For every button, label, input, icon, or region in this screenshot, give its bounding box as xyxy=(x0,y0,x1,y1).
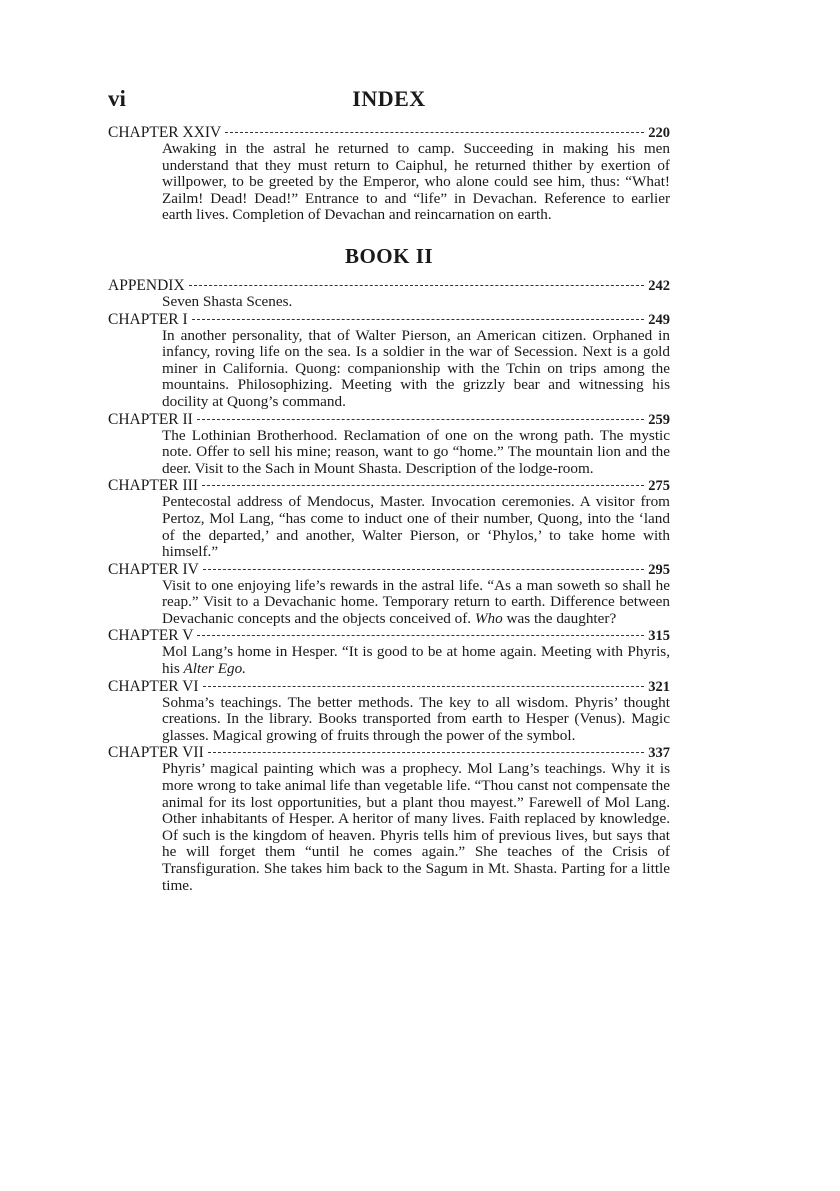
chapter-summary: Sohma’s teachings. The better methods. The key to all wisdom. Phyris’ thought creations. In the library. Books transported from earth to Hesper (Venus). Magic glasses. Magical growing of fruits through the power of the symbol. xyxy=(162,693,670,744)
chapter-summary: The Lothinian Brotherhood. Reclamation of one on the wrong path. The mystic note. Offer to sell his mine; reason, want to go “home.” The mountain lion and the deer. Visit to the Sach in Mount Shasta. Description of the lodge-room. xyxy=(162,426,670,477)
chapter-label: CHAPTER I xyxy=(108,310,188,328)
chapter-page-number: 315 xyxy=(648,628,670,645)
index-entry xyxy=(108,311,670,411)
chapter-summary xyxy=(162,578,670,628)
summary-italic-text: Alter Ego. xyxy=(183,660,246,678)
entry-heading xyxy=(108,277,670,294)
entry-heading xyxy=(108,744,670,761)
page-header xyxy=(108,84,670,124)
chapter-page-number: 220 xyxy=(648,125,670,141)
chapter-label: CHAPTER XXIV xyxy=(108,124,222,141)
chapter-label: CHAPTER VI xyxy=(108,677,199,695)
summary-text: was the daughter? xyxy=(502,609,617,627)
chapter-page-number: 337 xyxy=(648,745,670,762)
entry-heading xyxy=(108,411,670,428)
chapter-summary: Phyris’ magical painting which was a prophecy. Mol Lang’s teachings. Why it is more wrong to take animal life than vegetable life. “Thou canst not compensate the animal for its lost opportunities, but a plant thou mayest.” Farewell of Mol Lang. Other inhabitants of Hesper. A heritor of many lives. Faith replaced by knowledge. Of such is the kingdom of heaven. Phyris tells him of previous lives, but says that he will forget them “until he comes again.” She teaches of the Crisis of Transfiguration. She takes him back to the Sagum in Mt. Shasta. Parting for a little time. xyxy=(162,760,670,894)
index-page xyxy=(108,84,670,894)
index-entry xyxy=(108,561,670,628)
dot-leader xyxy=(197,419,644,420)
entry-heading xyxy=(108,311,670,328)
chapter-label: CHAPTER V xyxy=(108,627,194,645)
entry-heading xyxy=(108,477,670,494)
chapter-page-number: 242 xyxy=(648,277,670,294)
chapter-page-number: 249 xyxy=(648,311,670,328)
chapter-label: CHAPTER IV xyxy=(108,560,199,578)
index-entry xyxy=(108,411,670,478)
chapter-label: CHAPTER III xyxy=(108,477,198,495)
summary-italic-text: Who xyxy=(474,609,503,627)
chapter-label: APPENDIX xyxy=(108,276,185,294)
entry-heading xyxy=(108,124,670,141)
chapter-page-number: 321 xyxy=(648,678,670,695)
page-title: INDEX xyxy=(352,86,426,111)
dot-leader xyxy=(189,285,645,286)
dot-leader xyxy=(192,319,645,320)
index-entry xyxy=(108,477,670,560)
index-entry xyxy=(108,627,670,677)
page-number: vi xyxy=(108,86,126,111)
chapter-summary: In another personality, that of Walter Pierson, an American citizen. Orphaned in infancy, roving life on the sea. Is a soldier in the war of Secession. Next is a gold miner in California. Quong: companionship with the Tchin on trips among the mountains. Philosophizing. Meeting with the grizzly bear and witnessing his docility at Quong’s command. xyxy=(162,326,670,410)
chapter-summary: Awaking in the astral he returned to camp. Succeeding in making his men understand that they must return to Caiphul, he returned thither by exertion of willpower, to be greeted by the Emperor, who alone could see him, thus: “What! Zailm! Dead! Dead!” Entrance to and “life” in Devachan. Reference to earlier earth lives. Completion of Devachan and reincarnation on earth. xyxy=(162,140,670,224)
dot-leader xyxy=(225,132,644,133)
chapter-label: CHAPTER VII xyxy=(108,744,204,762)
chapter-summary xyxy=(162,644,670,677)
entry-heading xyxy=(108,561,670,578)
dot-leader xyxy=(203,569,644,570)
dot-leader xyxy=(203,686,645,687)
chapter-summary: Seven Shasta Scenes. xyxy=(162,292,293,310)
dot-leader xyxy=(197,635,644,636)
dot-leader xyxy=(202,485,644,486)
chapter-page-number: 259 xyxy=(648,411,670,428)
index-entry xyxy=(108,124,670,224)
index-entry xyxy=(108,277,670,311)
chapter-page-number: 295 xyxy=(648,561,670,578)
entry-heading xyxy=(108,627,670,644)
chapter-label: CHAPTER II xyxy=(108,410,193,428)
chapter-page-number: 275 xyxy=(648,478,670,495)
summary-text: Mol Lang’s home in Hesper. “It is good to be at home again. Meeting with Phyris, his xyxy=(162,643,670,678)
summary-text: Visit to one enjoying life’s rewards in the astral life. “As a man soweth so shall he reap.” Visit to a Devachanic home. Temporary return to earth. Difference between Devachanic concepts and the objects conceived of. xyxy=(162,576,670,627)
dot-leader xyxy=(208,752,645,753)
index-entry xyxy=(108,744,670,894)
index-entry xyxy=(108,678,670,745)
chapter-summary: Pentecostal address of Mendocus, Master. Invocation ceremonies. A visitor from Pertoz, Mol Lang, “has come to induct one of their number, Quong, into the ‘land of the departed,’ and another, Walter Pierson, or ‘Phylos,’ to take home with himself.” xyxy=(162,493,670,561)
book-heading: BOOK II xyxy=(344,243,434,268)
entry-heading xyxy=(108,678,670,695)
